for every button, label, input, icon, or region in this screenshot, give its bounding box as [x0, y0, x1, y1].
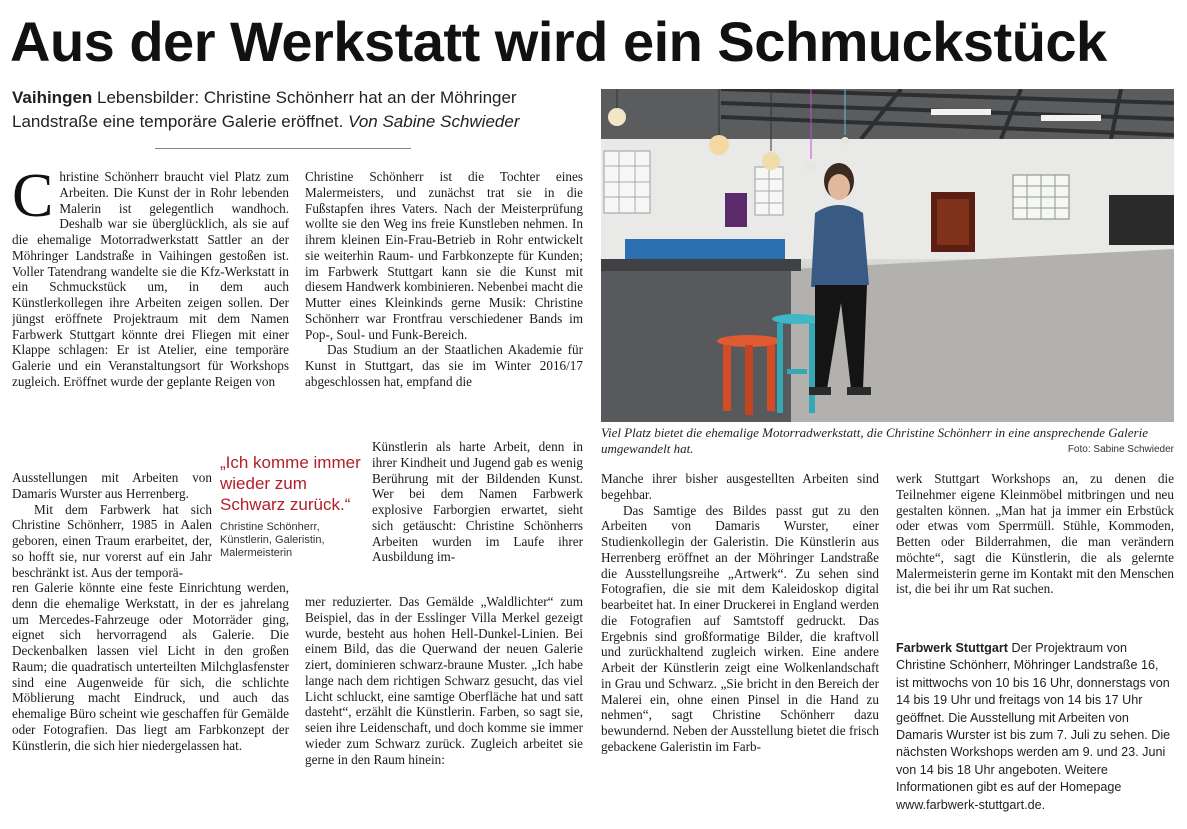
counter-top — [601, 259, 801, 271]
article-column-2-top — [305, 169, 583, 439]
gallery-photo — [601, 89, 1174, 422]
info-box-lead: Farbwerk Stuttgart — [896, 641, 1008, 655]
glass-block-window — [604, 151, 650, 213]
article-column-1-bottom — [12, 580, 289, 812]
column-1-paragraph-1b: Ausstellungen mit Arbeiten von Damaris Wurster aus Herrenberg. — [12, 470, 212, 501]
article-column-1-middle — [12, 470, 212, 580]
standfirst — [12, 86, 572, 134]
column-2-paragraph-2c: mer reduzierter. Das Gemälde „Waldlichter“ zum Beispiel, das in der Esslinger Villa Merkel gezeigt wurde, besteht aus hohen Hell-Dunkel-Linien. Bei einem Bild, das die Querwand der neuen Galerie ziert, dominieren schwarz-braune Muster. „Ich habe lange nach dem richtigen Schwarz gesucht, das viel Licht schluckt, eine samtige Oberfläche hat und satt dasteht“, erzählt die Künstlerin. Farben, so sagt sie, seien ihre Leidenschaft, und doch komme sie immer wieder zum Schwarz zurück. Zugleich arbeitet sie gerne in den Raum hinein: — [305, 594, 583, 767]
column-1-paragraph-2b: ren Galerie könnte eine feste Einrichtung werden, denn die ehemalige Werkstatt, in der es jahrelang um Mercedes-Fahrzeuge oder Motorräder ging, eignet sich hervorragend als Galerie. Die Deckenbalken lassen viel Licht in den großen Raum; die quadratisch unterteilten Milchglasfenster sind eine Augenweide für sich, die schlichte Möblierung macht Eindruck, und auch das ehemalige Büro scheint wie geschaffen für Gemälde oder Fotografien. Das liegt am Farbkonzept der Künstlerin, die sich hier niedergelassen hat. — [12, 580, 289, 753]
column-3-paragraph-2: Das Samtige des Bildes passt gut zu den Arbeiten von Damaris Wurster, einer Studienkollegin der Galeristin. Die Künstlerin aus Herrenberg eröffnet an der Möhringer Landstraße die Ausstellungsreihe „Artwerk“. Zu sehen sind Fotografien, die sie mit dem Kaleidoskop digital bearbeitet hat. In einer Druckerei in England werden die Fotografien auf Samtstoff gedruckt. Das Ergebnis sind großformatige Bilder, die kraftvoll und zurückhaltend zugleich wirken. Eine andere Arbeit der Künstlerin zeigt eine Wolkenlandschaft in Grau und Schwarz. „Sie bricht in den Bereich der Malerei ein, ohne einen Pinsel in die Hand zu nehmen“, sagt Christine Schönherr dazu bewundernd. Neben der Ausstellung bietet die frisch gebackene Galeristin im Farb- — [601, 502, 879, 754]
glass-block-window — [755, 167, 783, 215]
standfirst-text: Lebensbilder: Christine Schönherr hat an der Möhringer Landstraße eine temporäre Galerie eröffnet. — [12, 88, 517, 131]
column-2-paragraph-2: Das Studium an der Staatlichen Akademie für Kunst in Stuttgart, das sie im Winter 2016/17 abgeschlossen hat, empfand die — [305, 342, 583, 389]
info-box — [896, 640, 1174, 814]
byline: Von Sabine Schwieder — [348, 112, 520, 131]
column-1-paragraph-2a: Mit dem Farbwerk hat sich Christine Schönherr, 1985 in Aalen geboren, einen Traum erarbeitet, der, so hofft sie, nur vorerst auf ein Jahr beschränkt ist. Aus der temporä- — [12, 501, 212, 580]
info-box-text: Der Projektraum von Christine Schönherr, Möhringer Landstraße 16, ist mittwochs von 10 bis 16 Uhr, donnerstags von 14 bis 19 Uhr und freitags von 14 bis 17 Uhr geöffnet. Die Ausstellung mit Arbeiten von Damaris Wurster ist bis zum 7. Juli zu sehen. Die nächsten Workshops werden am 9. und 23. Juni von 14 bis 18 Uhr angeboten. Weitere Informationen gibt es auf der Homepage www.farbwerk-stuttgart.de. — [896, 641, 1171, 812]
standfirst-rule — [155, 148, 411, 149]
column-4-paragraph-1: werk Stuttgart Workshops an, zu denen die Teilnehmer eigene Kleinmöbel mitbringen und neu gestalten können. „Man hat ja immer ein Erbstück oder etwas vom Sperrmüll. Stühle, Kommoden, Betten oder Bilderrahmen, die man verändern möchte“, sagt die Künstlerin, die als gelernte Malermeisterin gerne im Kontakt mit den Menschen ist, die bei ihr um Rat suchen. — [896, 471, 1174, 597]
ceiling-light — [1041, 115, 1101, 121]
article-column-1-top — [12, 169, 289, 470]
column-2-paragraph-1: Christine Schönherr ist die Tochter eines Malermeisters, und zunächst trat sie in die Fußstapfen ihres Vaters. Nach der Meisterprüfung wollte sie den Weg ins freie Kunstleben nehmen. In ihrem kleinen Ein-Frau-Betrieb in Rohr entwickelt sie weiterhin Raum- und Farbkonzepte für Kunden; im Farbwerk Stuttgart kann sie die Kunst mit diesem Handwerk kombinieren. Nebenbei macht die Mutter eines Kleinkinds gerne Musik: Christine Schönherr war Frontfrau verschiedener Bands im Pop-, Soul- und Funk-Bereich. — [305, 169, 583, 342]
column-2-paragraph-2b: Künstlerin als harte Arbeit, denn in ihrer Kindheit und Jugend gab es wenig Berührung mit der Bildenden Kunst. Wer bei dem Namen Farbwerk explosive Farborgien erwartet, sieht sich getäuscht: Christine Schönherrs Arbeiten wurden im Laufe ihrer Ausbildung im- — [372, 439, 583, 565]
dropcap: C — [12, 169, 54, 230]
article-column-2-bottom — [305, 594, 583, 814]
article-column-2-middle — [372, 439, 583, 594]
blue-counter — [625, 239, 785, 259]
photo-caption: Viel Platz bietet die ehemalige Motorradwerkstatt, die Christine Schönherr in eine ansprechende Galerie umgewandelt hat. — [601, 425, 1148, 456]
pull-quote-text: „Ich komme immer wieder zum Schwarz zurück.“ — [220, 453, 361, 514]
headline: Aus der Werkstatt wird ein Schmuckstück — [10, 10, 1107, 73]
article-column-3 — [601, 471, 879, 816]
pull-quote-attribution: Christine Schönherr, Künstlerin, Galeristin, Malermeisterin — [220, 521, 325, 559]
glass-block-window — [1013, 175, 1069, 219]
ceiling-light — [931, 109, 991, 115]
painting-small — [725, 193, 747, 227]
location-label: Vaihingen — [12, 88, 93, 107]
orange-stool — [717, 335, 781, 415]
painting-red-detail — [937, 199, 969, 245]
pull-quote — [220, 452, 370, 560]
column-1-paragraph-1: hristine Schönherr braucht viel Platz zum Arbeiten. Die Kunst der in Rohr lebenden Malerin ist gelegentlich wandhoch. Deshalb war sie überglücklich, als sie auf die ehemalige Motorradwerkstatt Sattler an der Möhringer Landstraße in Vaihingen gestoßen ist. Voller Tatendrang wandelte sie die Kfz-Werkstatt in ein Schmuckstück um, in dem auch Künstlerkollegen ihre Arbeiten zeigen sollen. Der jüngst eröffnete Projektraum mit dem Namen Farbwerk Stuttgart könnte drei Fliegen mit einer Klappe schlagen: Er ist Atelier, eine temporäre Galerie und ein Veranstaltungsort für Workshops zugleich. Eröffnet wurde der geplante Reigen von — [12, 169, 289, 389]
column-3-paragraph-1: Manche ihrer bisher ausgestellten Arbeiten sind begehbar. — [601, 471, 879, 502]
painting-dark — [1109, 195, 1174, 245]
article-column-4 — [896, 471, 1174, 631]
photo-credit: Foto: Sabine Schwieder — [1067, 444, 1174, 455]
gallery-photo-illustration — [601, 89, 1174, 422]
